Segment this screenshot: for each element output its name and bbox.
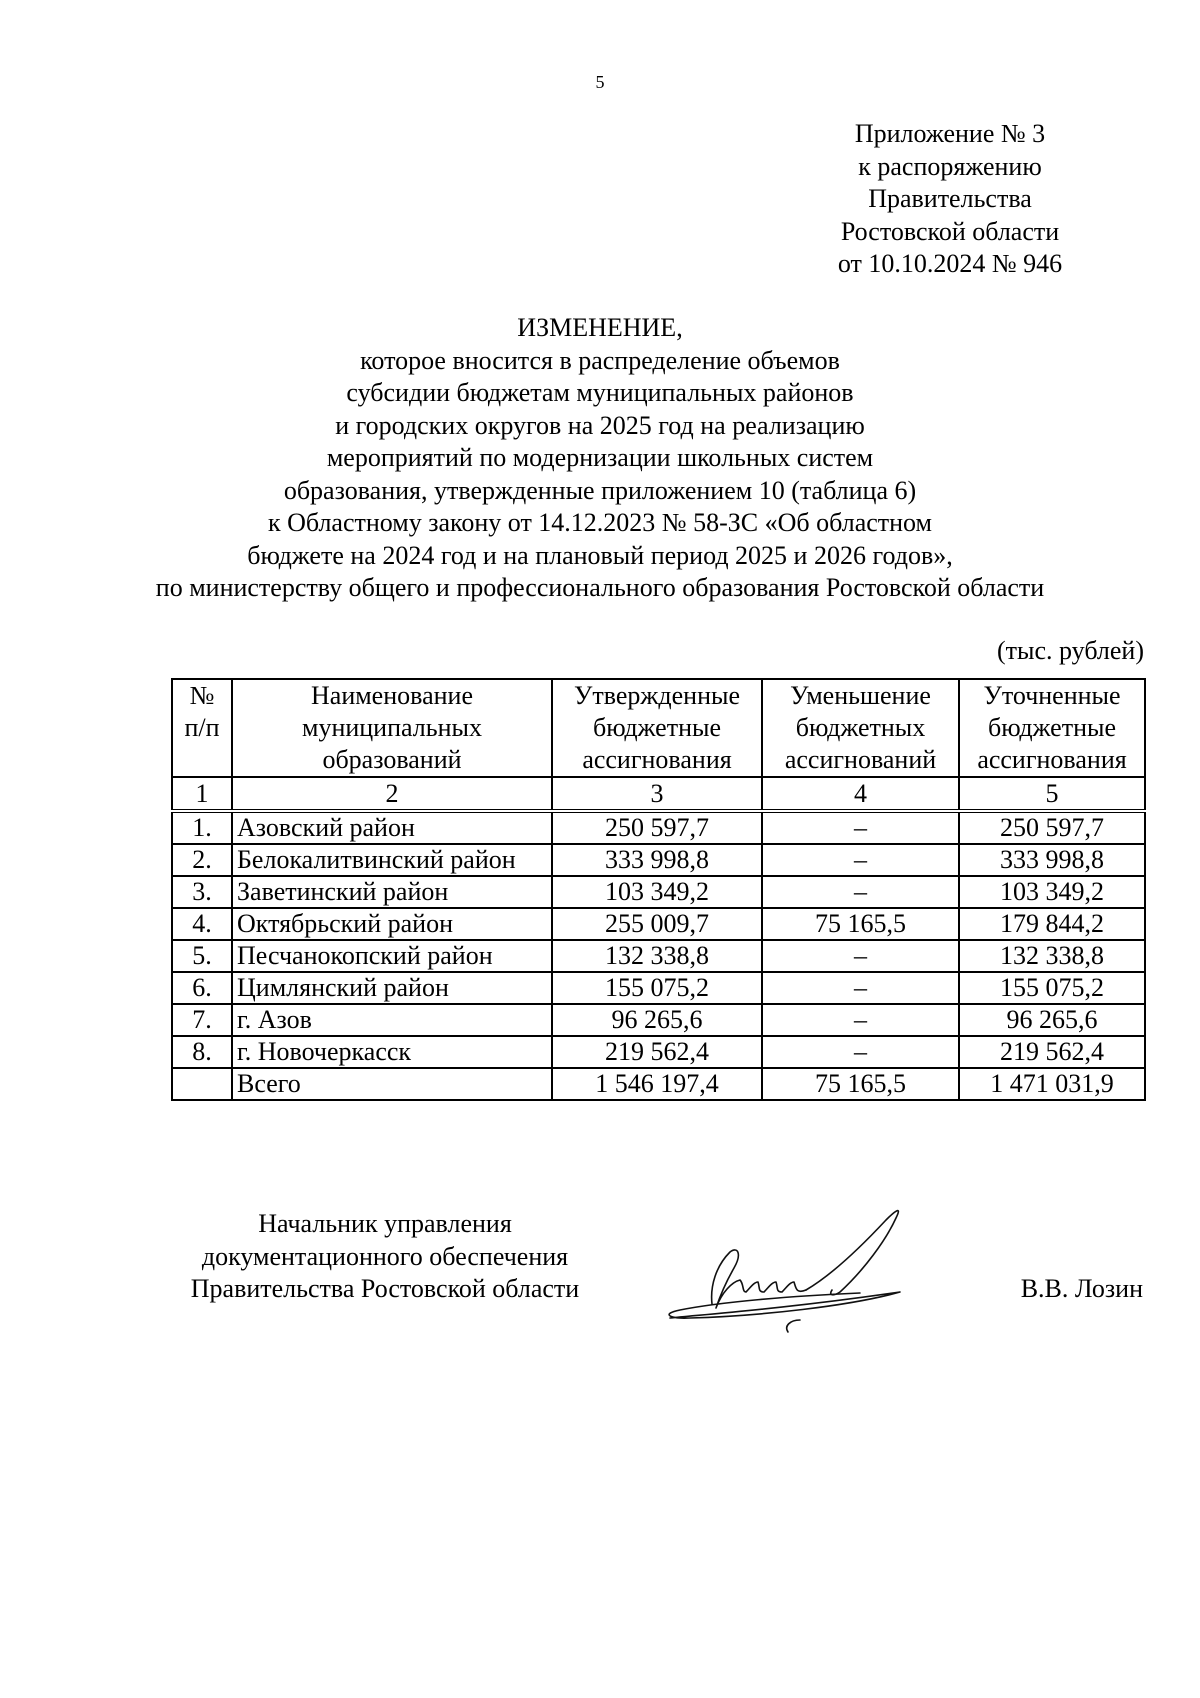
title-line: мероприятий по модернизации школьных систем bbox=[326, 443, 874, 472]
row-decrease: – bbox=[762, 940, 959, 972]
title-line: которое вносится в распределение объемов bbox=[360, 345, 840, 375]
row-refined: 250 597,7 bbox=[959, 811, 1145, 844]
header-refined: Уточненные бюджетные ассигнования bbox=[959, 679, 1145, 777]
row-approved: 255 009,7 bbox=[552, 908, 762, 940]
handwritten-signature bbox=[650, 1196, 980, 1346]
row-approved: 132 338,8 bbox=[552, 940, 762, 972]
row-name: Белокалитвинский район bbox=[232, 844, 552, 876]
table-row bbox=[172, 844, 1145, 876]
total-label: Всего bbox=[232, 1068, 552, 1100]
row-number: 6. bbox=[172, 972, 232, 1004]
row-name: Цимлянский район bbox=[232, 972, 552, 1004]
annex-block bbox=[800, 118, 1100, 281]
table-header-row bbox=[172, 679, 1145, 777]
row-name: Песчанокопский район bbox=[232, 940, 552, 972]
row-name: Азовский район bbox=[232, 811, 552, 844]
signatory-position bbox=[150, 1208, 620, 1306]
row-approved: 155 075,2 bbox=[552, 972, 762, 1004]
row-approved: 333 998,8 bbox=[552, 844, 762, 876]
table-row bbox=[172, 972, 1145, 1004]
column-number: 4 bbox=[762, 777, 959, 811]
annex-line: к распоряжению bbox=[858, 151, 1042, 181]
row-approved: 96 265,6 bbox=[552, 1004, 762, 1036]
row-refined: 179 844,2 bbox=[959, 908, 1145, 940]
table-total-row bbox=[172, 1068, 1145, 1100]
row-number: 4. bbox=[172, 908, 232, 940]
annex-line: Правительства bbox=[868, 184, 1032, 213]
row-decrease: – bbox=[762, 972, 959, 1004]
page-number: 5 bbox=[595, 72, 605, 92]
row-name: Заветинский район bbox=[232, 876, 552, 908]
header-name: Наименование муниципальных образований bbox=[232, 679, 552, 777]
table-row bbox=[172, 876, 1145, 908]
annex-line: Ростовской области bbox=[840, 216, 1060, 246]
row-approved: 250 597,7 bbox=[552, 811, 762, 844]
header-number: № п/п bbox=[172, 679, 232, 777]
position-line: Правительства Ростовской области bbox=[190, 1274, 580, 1303]
title-line: образования, утвержденные приложением 10 (таблица 6) bbox=[283, 475, 917, 505]
column-number: 1 bbox=[172, 777, 232, 811]
position-line: Начальник управления bbox=[258, 1209, 512, 1238]
row-approved: 103 349,2 bbox=[552, 876, 762, 908]
column-number: 3 bbox=[552, 777, 762, 811]
title-line: к Областному закону от 14.12.2023 № 58-ЗС «Об областном bbox=[267, 508, 933, 537]
total-approved: 1 546 197,4 bbox=[552, 1068, 762, 1100]
row-number: 3. bbox=[172, 876, 232, 908]
document-title bbox=[0, 312, 1200, 605]
total-decrease: 75 165,5 bbox=[762, 1068, 959, 1100]
allocation-table bbox=[171, 678, 1146, 1101]
units-label: (тыс. рублей) bbox=[996, 636, 1144, 665]
row-approved: 219 562,4 bbox=[552, 1036, 762, 1068]
row-number: 7. bbox=[172, 1004, 232, 1036]
total-number bbox=[172, 1068, 232, 1100]
title-line: по министерству общего и профессионального образования Ростовской области bbox=[155, 573, 1045, 602]
table-row bbox=[172, 1036, 1145, 1068]
row-number: 1. bbox=[172, 811, 232, 844]
row-decrease: – bbox=[762, 1036, 959, 1068]
column-number: 5 bbox=[959, 777, 1145, 811]
row-number: 2. bbox=[172, 844, 232, 876]
row-decrease: – bbox=[762, 844, 959, 876]
header-decrease: Уменьшение бюджетных ассигнований bbox=[762, 679, 959, 777]
signatory-name: В.В. Лозин bbox=[1020, 1274, 1143, 1303]
title-line: и городских округов на 2025 год на реализацию bbox=[335, 410, 865, 440]
row-decrease: – bbox=[762, 1004, 959, 1036]
row-refined: 219 562,4 bbox=[959, 1036, 1145, 1068]
row-refined: 333 998,8 bbox=[959, 844, 1145, 876]
table-row bbox=[172, 908, 1145, 940]
table-row bbox=[172, 811, 1145, 844]
position-line: документационного обеспечения bbox=[201, 1241, 569, 1271]
row-decrease: – bbox=[762, 876, 959, 908]
row-name: г. Азов bbox=[232, 1004, 552, 1036]
row-name: Октябрьский район bbox=[232, 908, 552, 940]
row-refined: 103 349,2 bbox=[959, 876, 1145, 908]
row-number: 5. bbox=[172, 940, 232, 972]
row-name: г. Новочеркасск bbox=[232, 1036, 552, 1068]
column-number: 2 bbox=[232, 777, 552, 811]
annex-line: от 10.10.2024 № 946 bbox=[837, 249, 1063, 278]
row-refined: 132 338,8 bbox=[959, 940, 1145, 972]
title-line: субсидии бюджетам муниципальных районов bbox=[346, 378, 854, 407]
row-decrease: 75 165,5 bbox=[762, 908, 959, 940]
header-approved: Утвержденные бюджетные ассигнования bbox=[552, 679, 762, 777]
row-refined: 155 075,2 bbox=[959, 972, 1145, 1004]
table-row bbox=[172, 1004, 1145, 1036]
total-refined: 1 471 031,9 bbox=[959, 1068, 1145, 1100]
annex-line: Приложение № 3 bbox=[854, 119, 1046, 148]
table-row bbox=[172, 940, 1145, 972]
row-refined: 96 265,6 bbox=[959, 1004, 1145, 1036]
row-number: 8. bbox=[172, 1036, 232, 1068]
row-decrease: – bbox=[762, 811, 959, 844]
column-numbers-row bbox=[172, 777, 1145, 811]
title-line: бюджете на 2024 год и на плановый период 2025 и 2026 годов», bbox=[247, 540, 953, 570]
title-heading: ИЗМЕНЕНИЕ, bbox=[517, 313, 683, 342]
